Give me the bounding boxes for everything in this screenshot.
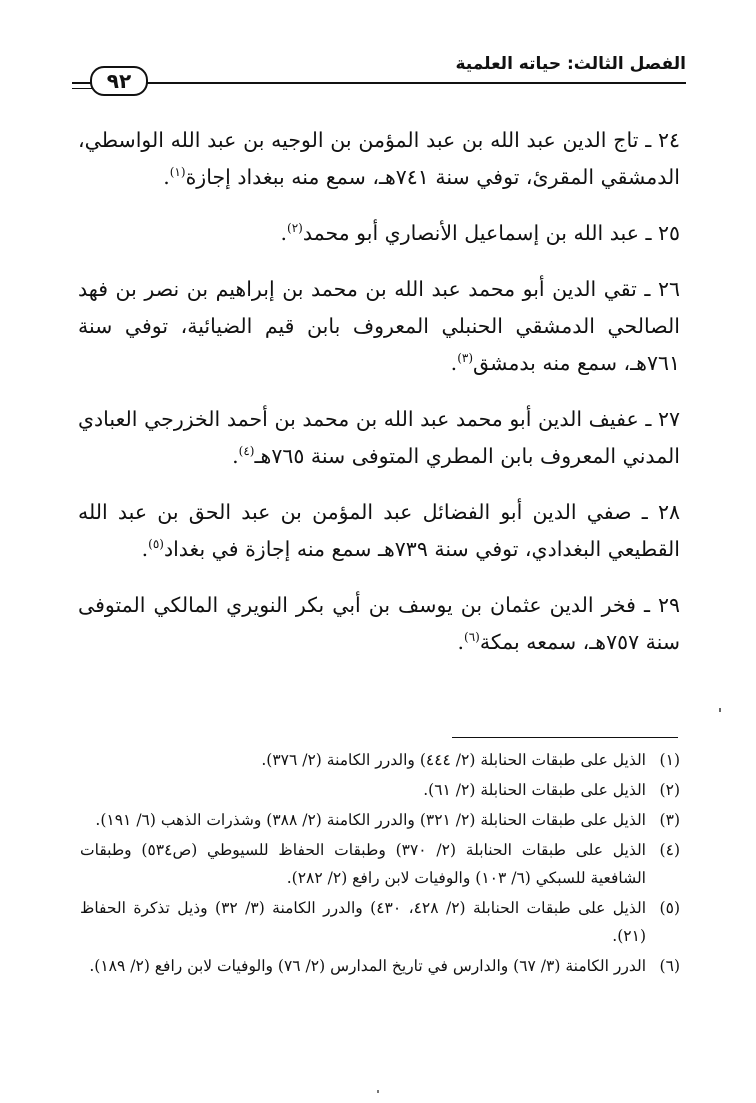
- footnote-ref[interactable]: (١): [169, 165, 186, 180]
- entry-end: .: [232, 444, 239, 468]
- footnote-5: [80, 894, 680, 950]
- entry-text: ـ عبد الله بن إسماعيل الأنصاري أبو محمد: [302, 221, 658, 245]
- footnote-text: الدرر الكامنة (٣/ ٦٧) والدارس في تاريخ المدارس (٢/ ٧٦) والوفيات لابن رافع (٢/ ١٨٩).: [89, 957, 646, 975]
- footnote-ref[interactable]: (٥): [148, 537, 164, 552]
- footnote-3: [80, 806, 680, 834]
- entry-text: ـ تاج الدين عبد الله بن عبد المؤمن بن الوجيه بن عبد الله الواسطي، الدمشقي المقرئ، توفي سنة ٧٤١هـ، سمع منه ببغداد إجازة: [78, 128, 680, 189]
- entry-end: .: [450, 351, 458, 375]
- entry-text: ـ فخر الدين عثمان بن يوسف بن أبي بكر النويري المالكي المتوفى سنة ٧٥٧هـ، سمعه بمكة: [78, 593, 680, 654]
- footnote-ref[interactable]: (٦): [464, 630, 480, 645]
- footnote-4: [80, 836, 680, 892]
- footnote-label: (٤): [659, 841, 680, 859]
- entry-26: [78, 271, 680, 382]
- footnote-text: الذيل على طبقات الحنابلة (٢/ ٣٧٠) وطبقات الحفاظ للسيوطي (ص٥٣٤) وطبقات الشافعية للسبكي (٦/ ١٠٣) والوفيات لابن رافع (٢/ ٢٨٢).: [80, 841, 646, 887]
- footnote-ref[interactable]: (٢): [287, 221, 303, 236]
- main-text: [78, 122, 680, 680]
- entry-25: [78, 215, 680, 252]
- entry-number: ٢٩: [657, 593, 680, 617]
- footnote-1: [80, 746, 680, 774]
- entry-29: [78, 587, 680, 661]
- running-header: [72, 52, 686, 96]
- footnote-divider: [452, 737, 678, 738]
- entry-28: [78, 494, 680, 568]
- entry-text: ـ تقي الدين أبو محمد عبد الله بن محمد بن إبراهيم بن نصر بن فهد الصالحي الدمشقي الحنبلي المعروف بابن قيم الضيائية، توفي سنة ٧٦١هـ، سمع منه بدمشق: [78, 277, 680, 375]
- footnote-label: (٥): [659, 899, 680, 917]
- entry-27: [78, 401, 680, 475]
- entry-end: .: [163, 165, 170, 189]
- footnote-2: [80, 776, 680, 804]
- entry-text: ـ عفيف الدين أبو محمد عبد الله بن محمد بن أحمد الخزرجي العبادي المدني المعروف بابن المطري المتوفى سنة ٧٦٥هـ: [78, 407, 680, 468]
- entry-number: ٢٨: [657, 500, 680, 524]
- page-mark: [377, 1090, 379, 1093]
- footnote-label: (٢): [659, 781, 680, 799]
- footnote-text: الذيل على طبقات الحنابلة (٢/ ٦١).: [423, 781, 646, 799]
- entry-number: ٢٧: [657, 407, 680, 431]
- footnotes: [80, 746, 680, 982]
- footnote-label: (٦): [659, 957, 680, 975]
- footnote-text: الذيل على طبقات الحنابلة (٢/ ٤٢٨، ٤٣٠) والدرر الكامنة (٣/ ٣٢) وذيل تذكرة الحفاظ (٢١).: [80, 899, 647, 945]
- entry-end: .: [457, 630, 464, 654]
- footnote-label: (٣): [659, 811, 680, 829]
- entry-text: ـ صفي الدين أبو الفضائل عبد المؤمن بن عبد الحق بن عبد الله القطيعي البغدادي، توفي سنة ٧٣٩هـ سمع منه إجازة في بغداد: [78, 500, 680, 561]
- footnote-text: الذيل على طبقات الحنابلة (٢/ ٤٤٤) والدرر الكامنة (٢/ ٣٧٦).: [261, 751, 646, 769]
- page-number: ٩٢: [90, 66, 148, 96]
- footnote-ref[interactable]: (٣): [457, 351, 474, 366]
- footnote-ref[interactable]: (٤): [238, 444, 255, 459]
- footnote-6: [80, 952, 680, 980]
- entry-number: ٢٦: [657, 277, 680, 301]
- entry-number: ٢٤: [657, 128, 680, 152]
- entry-end: .: [280, 221, 287, 245]
- entry-end: .: [141, 537, 149, 561]
- entry-24: [78, 122, 680, 196]
- header-rule: [72, 82, 686, 84]
- footnote-text: الذيل على طبقات الحنابلة (٢/ ٣٢١) والدرر الكامنة (٢/ ٣٨٨) وشذرات الذهب (٦/ ١٩١).: [95, 811, 646, 829]
- chapter-title: الفصل الثالث: حياته العلمية: [455, 54, 686, 74]
- margin-mark: [719, 708, 721, 712]
- footnote-label: (١): [659, 751, 680, 769]
- entry-number: ٢٥: [657, 221, 680, 245]
